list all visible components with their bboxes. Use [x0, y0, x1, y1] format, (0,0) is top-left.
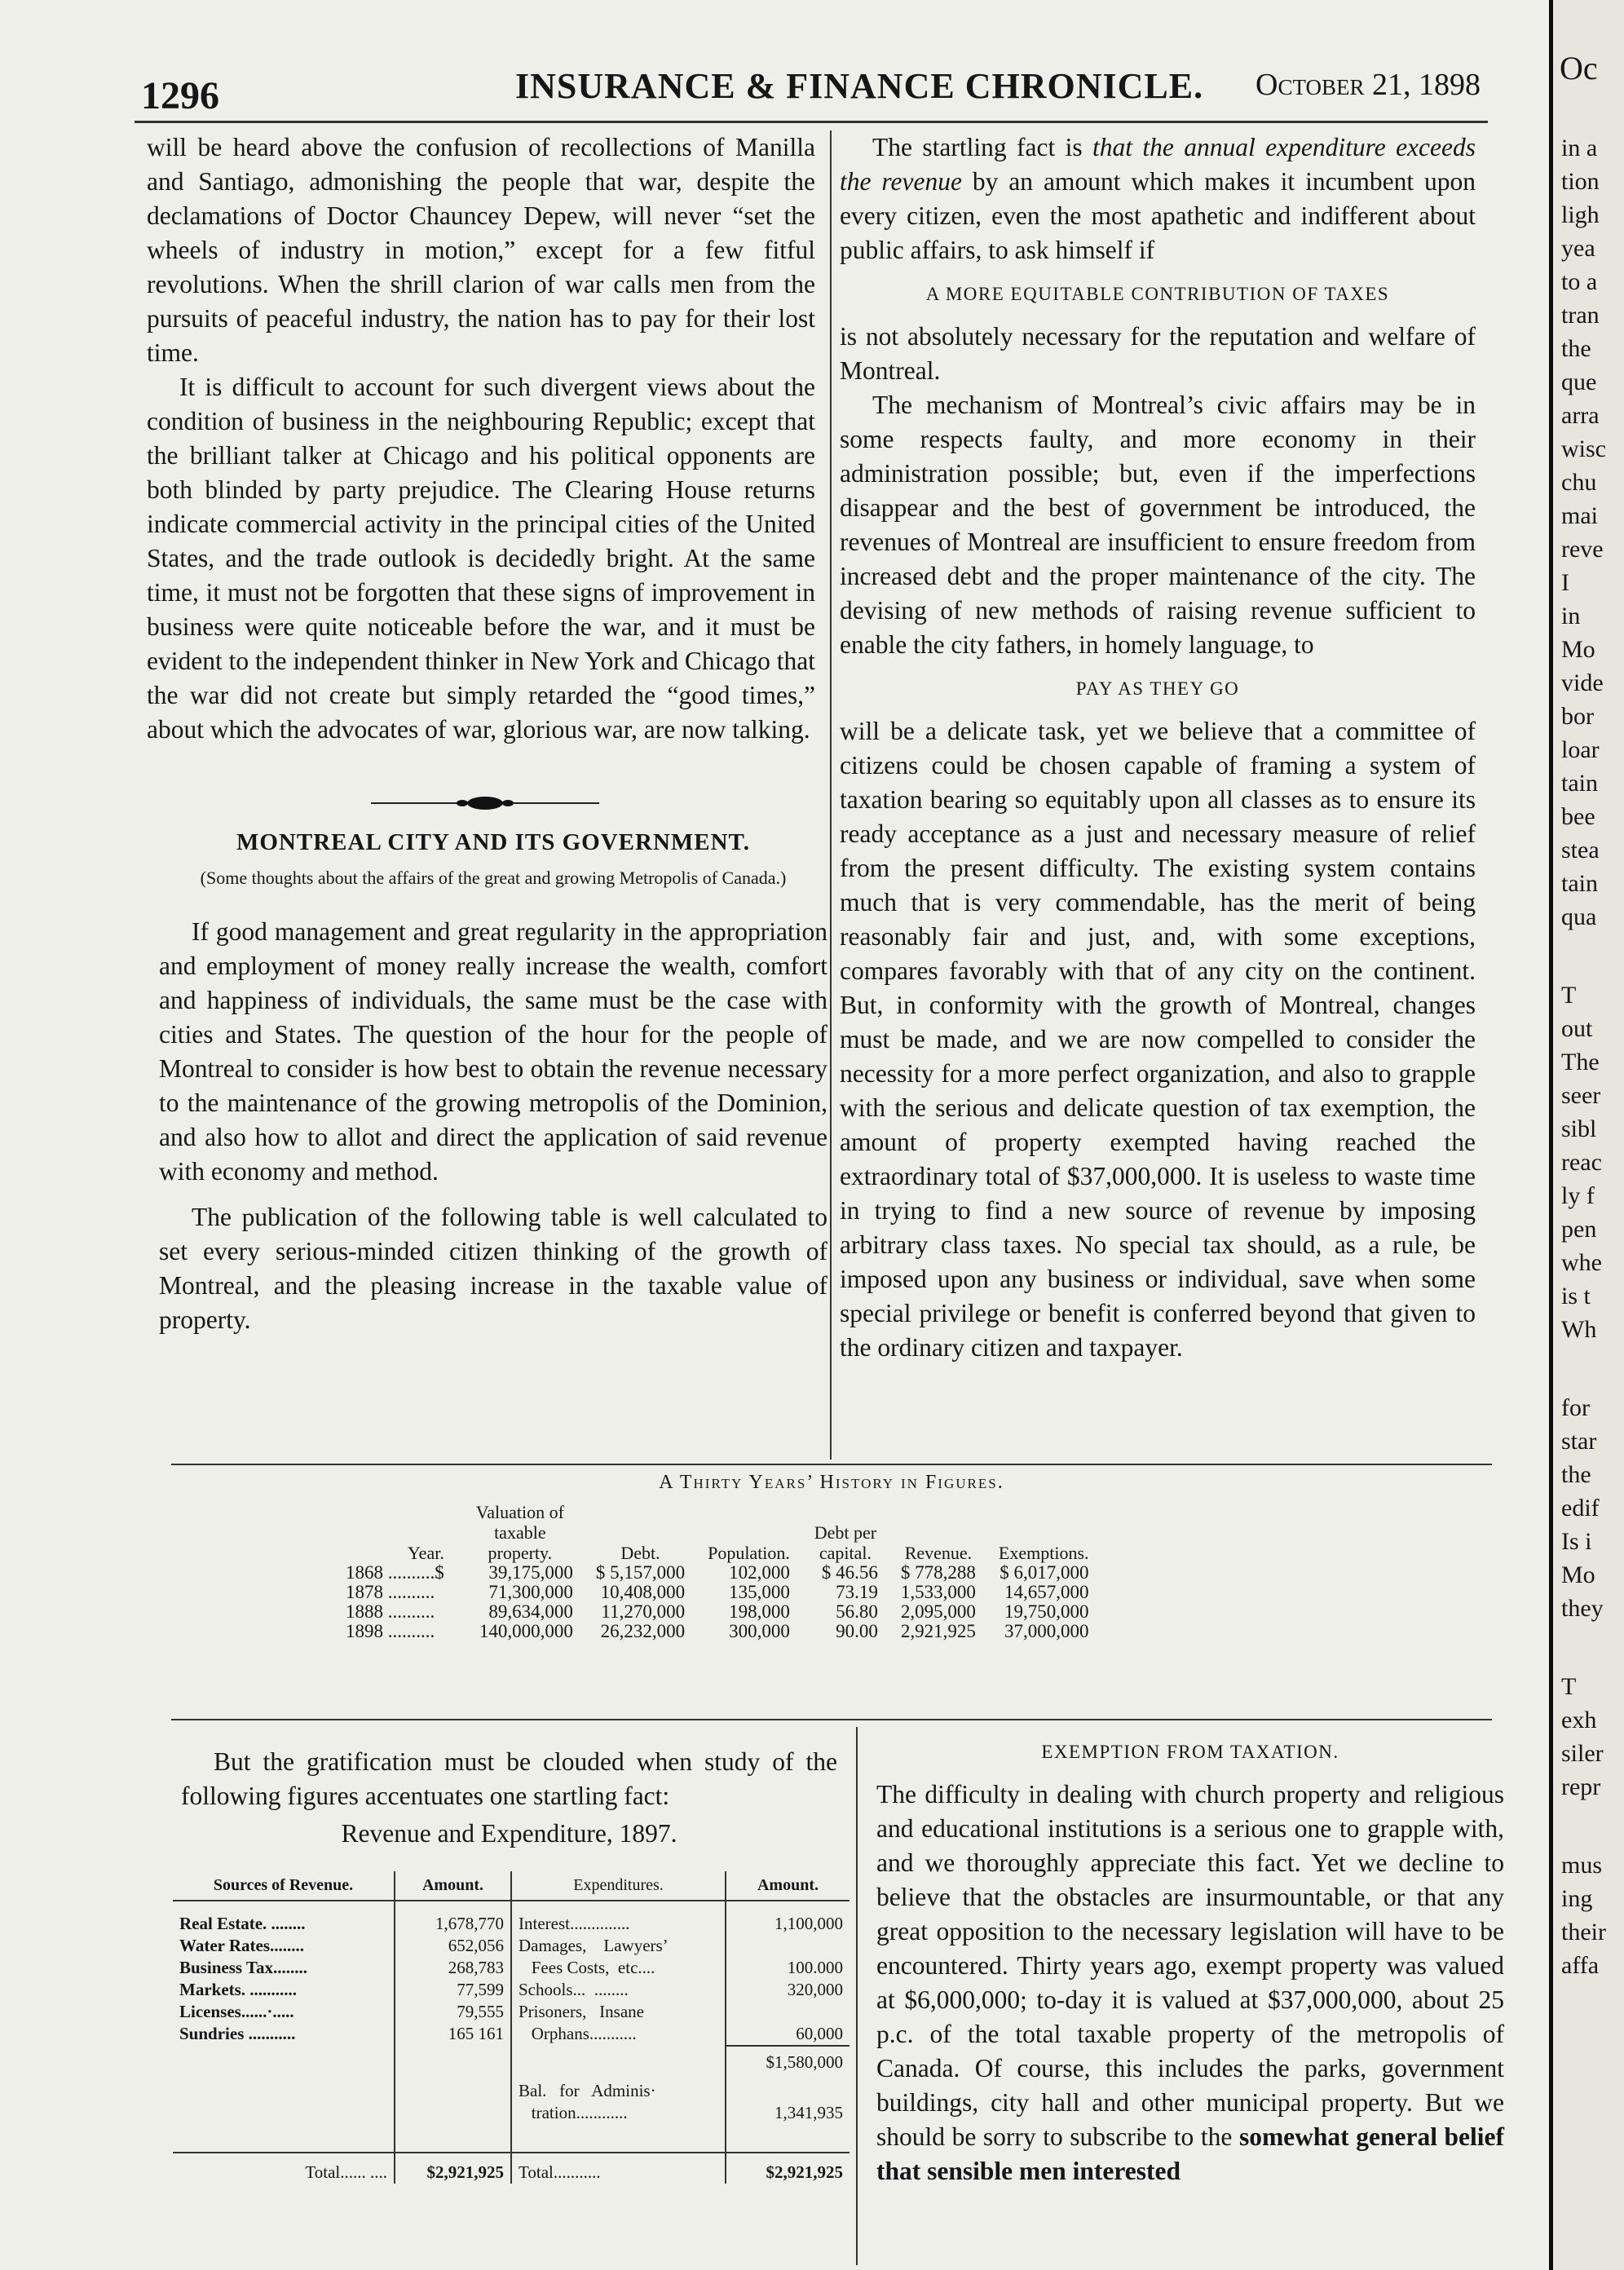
- table-row: 1878 .......... 71,300,000 10,408,000 135,000 73.19 1,533,000 14,657,000: [346, 1582, 1089, 1602]
- header-rule: [135, 121, 1488, 123]
- adjacent-line-fragment: loar: [1561, 736, 1600, 763]
- adjacent-line-fragment: for: [1561, 1394, 1590, 1421]
- column-header: Population.: [708, 1543, 790, 1563]
- adjacent-line-fragment: ligh: [1561, 201, 1600, 228]
- ornament-divider: [371, 791, 599, 815]
- paragraph: The difficulty in dealing with church property and religious and educational institutions is a serious one to grapple with, and we thoroughly appreciate this fact. Yet we decline to believe that the obstacles are insurmountable, or that any great opposition to the necessary legislation will have to be encountered. Thirty years ago, exempt property was valued at $6,000,000; to-day it is valued at $37,000,000, about 25 p.c. of the total taxable property of the metropolis of Canada. Of course, this includes the parks, government buildings, city hall and other municipal property. But we should be sorry to subscribe to the somewhat general belief that sensible men interested: [876, 1780, 1505, 2185]
- table-row: [173, 2046, 850, 2073]
- adjacent-line-fragment: they: [1561, 1595, 1604, 1622]
- issue-date: October 21, 1898: [1256, 68, 1481, 102]
- adjacent-line-fragment: in a: [1561, 135, 1598, 161]
- adjacent-line-fragment: bor: [1561, 703, 1594, 730]
- adjacent-page-edge: [1553, 0, 1624, 2270]
- adjacent-line-fragment: the: [1561, 335, 1591, 362]
- adjacent-line-fragment: T: [1561, 1673, 1577, 1700]
- adjacent-line-fragment: arra: [1561, 402, 1600, 429]
- column-header: Year.: [408, 1543, 444, 1563]
- left-column: [147, 130, 815, 747]
- adjacent-line-fragment: mai: [1561, 502, 1598, 529]
- adjacent-line-fragment: reac: [1561, 1149, 1602, 1176]
- paragraph: The publication of the following table is well calculated to set every serious-minded citizen thinking of the growth of Montreal, and the pleasing increase in the taxable value of property.: [159, 1203, 827, 1334]
- adjacent-line-fragment: tion: [1561, 168, 1600, 195]
- adjacent-line-fragment: Mo: [1561, 636, 1595, 663]
- paragraph: It is difficult to account for such divergent views about the condition of business in the neighbouring Republic; except that the brilliant talker at Chicago and his political opponents are both blinded by party prejudice. The Clearing House returns indicate commercial activity in the principal cities of the United States, and the trade outlook is decidedly bright. At the same time, it must not be forgotten that these signs of improvement in business were quite noticeable before the war, and it must be evident to the independent thinker in New York and Chicago that the war did not create but simply retarded the “good times,” about which the advocates of war, glorious war, are now talking.: [147, 373, 815, 744]
- table-row: Licenses......·..... 79,555 Prisoners, Insane: [173, 2001, 850, 2023]
- adjacent-line-fragment: T: [1561, 982, 1577, 1009]
- table-row: Real Estate. ........ 1,678,770 Interest.............. 1,100,000: [173, 1901, 850, 1935]
- adjacent-line-fragment: seer: [1561, 1082, 1601, 1109]
- expenditure-subtotal: $1,580,000: [766, 2052, 843, 2072]
- page-header: [0, 55, 1549, 117]
- column-header: Sources of Revenue.: [173, 1871, 395, 1901]
- table-title: Revenue and Expenditure, 1897.: [341, 1819, 677, 1848]
- paragraph: The mechanism of Montreal’s civic affairs may be in some respects faulty, and more economy in their administration possible; but, even if the imperfections disappear and the best of government be introduced, the revenues of Montreal are insufficient to ensure freedom from increased debt and the proper maintenance of the city. The devising of new methods of raising revenue sufficient to enable the city fathers, in homely language, to: [840, 391, 1476, 659]
- adjacent-line-fragment: ing: [1561, 1885, 1593, 1912]
- column-header: Debt.: [620, 1543, 660, 1563]
- history-table: [334, 1502, 1101, 1641]
- section-subtitle: (Some thoughts about the affairs of the great and growing Metropolis of Canada.): [200, 868, 787, 888]
- table-top-rule: [171, 1464, 1492, 1465]
- column-header: Valuation of taxable property.: [475, 1502, 564, 1563]
- total-row: Total...... .... $2,921,925 Total........... $2,921,925: [173, 2153, 850, 2184]
- right-column: [840, 130, 1476, 1365]
- adjacent-line-fragment: is t: [1561, 1283, 1591, 1309]
- adjacent-line-fragment: edif: [1561, 1495, 1600, 1521]
- adjacent-line-fragment: Is i: [1561, 1528, 1592, 1555]
- revenue-expenditure-table: [173, 1871, 850, 2184]
- paragraph: is not absolutely necessary for the reputation and welfare of Montreal.: [840, 322, 1476, 385]
- adjacent-line-fragment: in: [1561, 603, 1581, 629]
- bottom-left-intro: [181, 1745, 837, 1851]
- paragraph: will be heard above the confusion of recollections of Manilla and Santiago, admonishing the people that war, despite the declamations of Doctor Chauncey Depew, will never “set the wheels of industry in motion,” except for a few fitful revolutions. When the shrill clarion of war calls men from the pursuits of peaceful industry, the nation has to pay for their lost time.: [147, 133, 815, 367]
- subheading: EXEMPTION FROM TAXATION.: [1041, 1742, 1339, 1762]
- column-header: Exemptions.: [998, 1543, 1089, 1563]
- table-row: [173, 2124, 850, 2153]
- adjacent-line-fragment: reve: [1561, 536, 1604, 563]
- adjacent-line-fragment: yea: [1561, 235, 1595, 262]
- paragraph: The startling fact is that the annual expenditure exceeds the revenue by an amount which makes it incumbent upon every citizen, even the most apathetic and indifferent about public affairs, to ask himself if: [840, 133, 1476, 264]
- adjacent-line-fragment: whe: [1561, 1249, 1602, 1276]
- paragraph: But the gratification must be clouded when study of the following figures accentuates one startling fact:: [181, 1747, 837, 1810]
- table-row: Bal. for Adminis·: [173, 2073, 850, 2102]
- adjacent-line-fragment: tain: [1561, 770, 1598, 797]
- left-column-section: [159, 825, 827, 1337]
- section-title: MONTREAL CITY AND ITS GOVERNMENT.: [236, 829, 750, 855]
- adjacent-line-fragment: their: [1561, 1919, 1606, 1945]
- paragraph: will be a delicate task, yet we believe that a committee of citizens could be chosen capable of framing a system of taxation bearing so equitably upon all classes as to ensure its ready acceptance as a just and necessary measure of relief from the present difficulty. The existing system contains much that is very commendable, has the merit of being reasonably fair and just, and, with some exceptions, compares favorably with that of any city on the continent. But, in conformity with the growth of Montreal, changes must be made, and we are now compelled to consider the necessity for a more perfect organization, and also to grapple with the serious and delicate question of tax exemption, the amount of property exempted having reached the extraordinary total of $37,000,000. It is useless to waste time in trying to find a new source of revenue by imposing arbitrary class taxes. No special tax should, as a rule, be imposed upon any business or individual, save when some special privilege or benefit is conferred beyond that given to the ordinary citizen and taxpayer.: [840, 717, 1476, 1362]
- adjacent-line-fragment: wisc: [1561, 435, 1606, 462]
- adjacent-line-fragment: tran: [1561, 302, 1600, 329]
- adjacent-line-fragment: repr: [1561, 1773, 1601, 1800]
- adjacent-line-fragment: vide: [1561, 669, 1604, 696]
- table-row: Markets. ........... 77,599 Schools... ........ 320,000: [173, 1979, 850, 2001]
- table-row: Sundries ........... 165 161 Orphans........... 60,000: [173, 2023, 850, 2046]
- adjacent-line-fragment: que: [1561, 369, 1597, 395]
- bottom-column-divider: [856, 1727, 858, 2265]
- adjacent-line-fragment: chu: [1561, 469, 1597, 496]
- adjacent-line-fragment: stea: [1561, 837, 1600, 863]
- publication-title: INSURANCE & FINANCE CHRONICLE.: [515, 66, 1204, 106]
- adjacent-line-fragment: Mo: [1561, 1561, 1595, 1588]
- table-caption: A Thirty Years’ History in Figures.: [659, 1472, 1004, 1493]
- adjacent-line-fragment: affa: [1561, 1952, 1600, 1979]
- adjacent-line-fragment: out: [1561, 1015, 1593, 1042]
- adjacent-line-fragment: sibl: [1561, 1115, 1597, 1142]
- adjacent-line-fragment: qua: [1561, 903, 1597, 930]
- table-row: 1888 .......... 89,634,000 11,270,000 198,000 56.80 2,095,000 19,750,000: [346, 1601, 1089, 1622]
- table-row: Water Rates........ 652,056 Damages, Lawyers’: [173, 1935, 850, 1957]
- adjacent-line-fragment: Wh: [1561, 1316, 1597, 1343]
- revenue-expenditure-table-block: [173, 1871, 850, 2184]
- adjacent-line-fragment: the: [1561, 1461, 1591, 1488]
- adjacent-line-fragment: star: [1561, 1428, 1597, 1455]
- balance-amount: 1,341,935: [774, 2103, 843, 2122]
- column-header: Revenue.: [904, 1543, 973, 1563]
- adjacent-line-fragment: ly f: [1561, 1182, 1595, 1209]
- column-divider: [830, 130, 832, 1460]
- adjacent-line-fragment: siler: [1561, 1740, 1604, 1767]
- paragraph: If good management and great regularity in the appropriation and employment of money really increase the wealth, comfort and happiness of individuals, the same must be the case with cities and States. The question of the hour for the people of Montreal to consider is how best to obtain the revenue necessary to the maintenance of the growing metropolis of the Dominion, and also how to allot and direct the application of said revenue with economy and method.: [159, 917, 827, 1186]
- history-table-block: [171, 1472, 1492, 1641]
- adjacent-line-fragment: The: [1561, 1049, 1600, 1075]
- adjacent-line-fragment: exh: [1561, 1707, 1597, 1733]
- page-number: 1296: [141, 74, 219, 117]
- adjacent-line-fragment: bee: [1561, 803, 1595, 830]
- table-row: Business Tax........ 268,783 Fees Costs, etc.... 100.000: [173, 1957, 850, 1979]
- adjacent-line-fragment: tain: [1561, 870, 1598, 897]
- table-row: 1898 .......... 140,000,000 26,232,000 300,000 90.00 2,921,925 37,000,000: [346, 1621, 1089, 1641]
- adjacent-line-fragment: mus: [1561, 1852, 1603, 1879]
- column-header: Amount.: [395, 1871, 511, 1901]
- bottom-right-column: [876, 1735, 1504, 2188]
- subheading: PAY AS THEY GO: [1075, 678, 1240, 699]
- column-header: Debt per capital.: [814, 1522, 877, 1563]
- adjacent-line-fragment: pen: [1561, 1216, 1597, 1243]
- table-row: tration............ 1,341,935: [173, 2102, 850, 2124]
- column-header: Amount.: [726, 1871, 850, 1901]
- emphasis: that the annual expenditure exceeds the revenue: [840, 133, 1476, 196]
- column-header: Expenditures.: [511, 1871, 726, 1901]
- subheading: A MORE EQUITABLE CONTRIBUTION OF TAXES: [925, 284, 1390, 304]
- table-row: 1868 ..........$ 39,175,000 $ 5,157,000 102,000 $ 46.56 $ 778,288 $ 6,017,000: [346, 1562, 1089, 1583]
- adjacent-header-fragment: Oc: [1560, 50, 1598, 86]
- table-bottom-rule: [171, 1719, 1492, 1720]
- adjacent-line-fragment: I: [1561, 569, 1569, 596]
- adjacent-line-fragment: to a: [1561, 268, 1598, 295]
